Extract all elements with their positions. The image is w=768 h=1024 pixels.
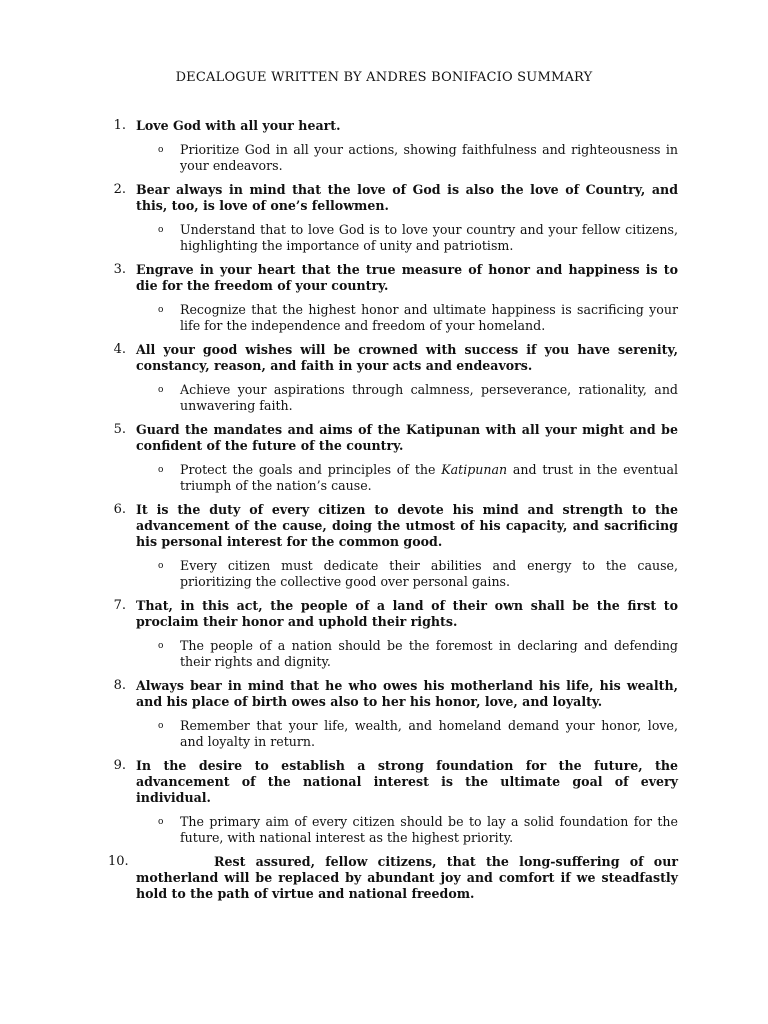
item-summary: o Prioritize God in all your actions, showing faithfulness and righteousness in your endeavors.: [158, 142, 678, 173]
item-summary: o Understand that to love God is to love your country and your fellow citizens, highlighting the importance of unity and patriotism.: [158, 222, 678, 253]
bullet-icon: o: [158, 561, 164, 571]
item-number: 2.: [113, 182, 126, 197]
item-number: 5.: [113, 422, 126, 437]
item-summary: o Achieve your aspirations through calmness, perseverance, rationality, and unwavering faith.: [158, 382, 678, 413]
item-summary: o The people of a nation should be the foremost in declaring and defending their rights and dignity.: [158, 638, 678, 669]
list-item-6: [108, 502, 678, 590]
item-heading: All your good wishes will be crowned with success if you have serenity, constancy, reason, and faith in your acts and endeavors.: [136, 342, 678, 373]
item-heading: Rest assured, fellow citizens, that the long-suffering of our motherland will be replaced by abundant joy and comfort if we steadfastly hold to the path of virtue and national freedom.: [136, 854, 678, 901]
bullet-icon: o: [158, 145, 164, 155]
item-heading: Bear always in mind that the love of God is also the love of Country, and this, too, is love of one’s fellowmen.: [136, 182, 678, 213]
bullet-icon: o: [158, 225, 164, 235]
item-heading: Guard the mandates and aims of the Katipunan with all your might and be confident of the future of the country.: [136, 422, 678, 453]
item-number: 7.: [113, 598, 126, 613]
item-heading: That, in this act, the people of a land of their own shall be the first to proclaim their honor and uphold their rights.: [136, 598, 678, 629]
item-summary: o Every citizen must dedicate their abilities and energy to the cause, prioritizing the collective good over personal gains.: [158, 558, 678, 589]
item-heading: Love God with all your heart.: [136, 118, 341, 133]
decalogue-list: [108, 118, 678, 910]
bullet-icon: o: [158, 465, 164, 475]
item-summary: o Recognize that the highest honor and ultimate happiness is sacrificing your life for the independence and freedom of your homeland.: [158, 302, 678, 333]
item-number: 4.: [113, 342, 126, 357]
item-number: 6.: [113, 502, 126, 517]
list-item-1: [108, 118, 678, 174]
item-number: 1.: [113, 118, 126, 133]
item-number: 8.: [113, 678, 126, 693]
list-item-5: [108, 422, 678, 494]
list-item-10: [108, 854, 678, 902]
bullet-icon: o: [158, 641, 164, 651]
item-heading: It is the duty of every citizen to devote his mind and strength to the advancement of the cause, doing the utmost of his capacity, and sacrificing his personal interest for the common good.: [136, 502, 678, 549]
bullet-icon: o: [158, 305, 164, 315]
item-number: 3.: [113, 262, 126, 277]
document-title: DECALOGUE WRITTEN BY ANDRES BONIFACIO SUMMARY: [175, 70, 593, 85]
bullet-icon: o: [158, 721, 164, 731]
list-item-2: [108, 182, 678, 254]
list-item-8: [108, 678, 678, 750]
item-summary: o The primary aim of every citizen should be to lay a solid foundation for the future, with national interest as the highest priority.: [158, 814, 678, 845]
item-heading: In the desire to establish a strong foundation for the future, the advancement of the national interest is the ultimate goal of every individual.: [136, 758, 678, 805]
list-item-9: [108, 758, 678, 846]
item-summary: o Remember that your life, wealth, and homeland demand your honor, love, and loyalty in return.: [158, 718, 678, 749]
katipunan-italic: Katipunan: [441, 462, 508, 477]
list-item-3: [108, 262, 678, 334]
item-number: 10.: [108, 854, 129, 869]
item-number: 9.: [113, 758, 126, 773]
bullet-icon: o: [158, 385, 164, 395]
list-item-7: [108, 598, 678, 670]
item-summary: o Protect the goals and principles of the Katipunan and trust in the eventual triumph of the nation’s cause.: [158, 462, 678, 493]
item-heading: Always bear in mind that he who owes his motherland his life, his wealth, and his place of birth owes also to her his honor, love, and loyalty.: [136, 678, 678, 709]
bullet-icon: o: [158, 817, 164, 827]
item-heading: Engrave in your heart that the true measure of honor and happiness is to die for the freedom of your country.: [136, 262, 678, 293]
list-item-4: [108, 342, 678, 414]
